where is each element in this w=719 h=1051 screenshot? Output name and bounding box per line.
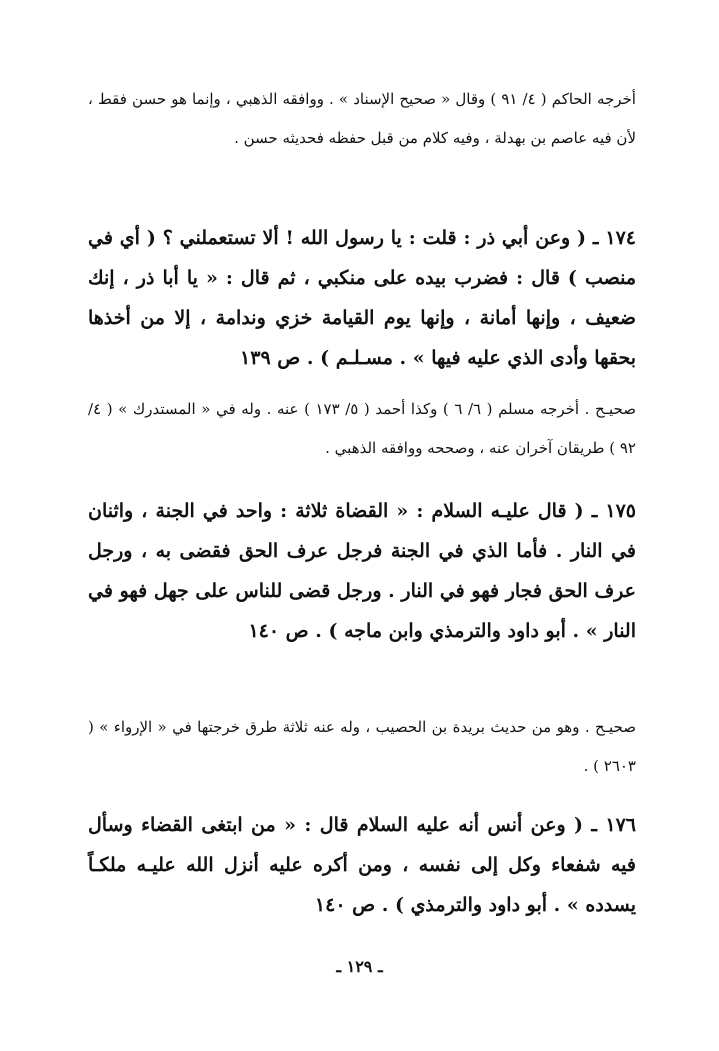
hadith-174: ١٧٤ ـ ( وعن أبي ذر : قلت : يا رسول الله ! ألا تستعملني ؟ ( أي في منصب ) قال : فضرب بيده على منكبي ، ثم قال : « يا أبا ذر ، إنك ضعيف ، وإنها أمانة ، وإنها يوم القيامة خزي وندامة ، إلا من أخذها بحقها وأدى الذي عليه فيها » . مسـلـم ) . ص ١٣٩ <box>88 227 636 369</box>
takhrij-note: صحيـح . أخرجه مسلم ( ٦/ ٦ ) وكذا أحمد ( ٥/ ١٧٣ ) عنه . وله في « المستدرك » ( ٤/ ٩٢ ) طريقان آخران عنه ، وصححه ووافقه الذهبي . <box>88 400 636 457</box>
takhrij-note: صحيـح . وهو من حديث بريدة بن الحصيب ، وله عنه ثلاثة طرق خرجتها في « الإرواء » ( ٢٦٠٣ ) . <box>88 718 636 775</box>
hadith-176: ١٧٦ ـ ( وعن أنس أنه عليه السلام قال : « من ابتغى القضاء وسأل فيه شفعاء وكل إلى نفسه ، ومن أكره عليه أنزل الله عليـه ملكـاً يسدده » . أبو داود والترمذي ) . ص ١٤٠ <box>88 814 636 916</box>
takhrij-note: أخرجه الحاكم ( ٤/ ٩١ ) وقال « صحيح الإسناد » . ووافقه الذهبي ، وإنما هو حسن فقط ، لأن فيه عاصم بن بهدلة ، وفيه كلام من قبل حفظه فحديثه حسن . <box>88 90 636 147</box>
page-body <box>88 80 636 925</box>
page-number: ـ ١٢٩ ـ <box>336 957 383 976</box>
hadith-175: ١٧٥ ـ ( قال عليـه السلام : « القضاة ثلاثة : واحد في الجنة ، واثنان في النار . فأما الذي في الجنة فرجل عرف الحق فقضى به ، ورجل عرف الحق فجار فهو في النار . ورجل قضى للناس على جهل فهو في النار » . أبو داود والترمذي وابن ماجه ) . ص ١٤٠ <box>88 500 636 642</box>
